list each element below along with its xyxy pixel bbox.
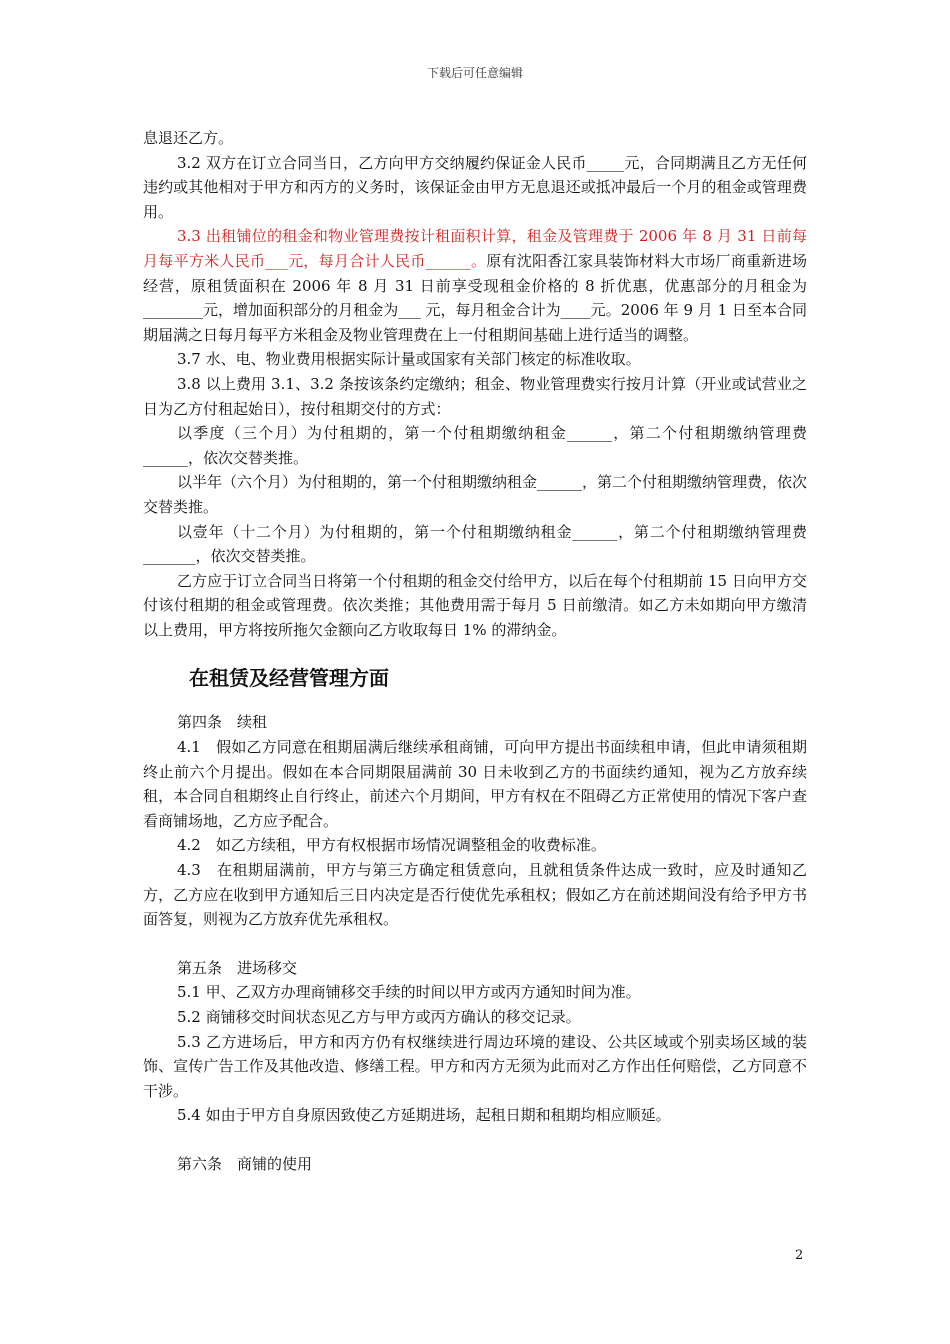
payment-half-year: 以半年（六个月）为付租期的，第一个付租期缴纳租金______，第二个付租期缴纳管理费，依次交替类推。	[143, 473, 808, 516]
section-heading: 在租赁及经营管理方面	[189, 666, 389, 691]
clause-4-3: 4.3 在租期届满前，甲方与第三方确定租赁意向，且就租赁条件达成一致时，应及时通知乙方，乙方应在收到甲方通知后三日内决定是否行使优先承租权；假如乙方在前述期间没有给予甲方书面答复，则视为乙方放弃优先承租权。	[143, 861, 807, 929]
clause-3-2: 3.2 双方在订立合同当日，乙方向甲方交纳履约保证金人民币_____元，合同期满且乙方无任何违约或其他相对于甲方和丙方的义务时，该保证金由甲方无息退还或抵冲最后一个月的租金或管理费用。	[143, 153, 807, 221]
paragraph-continuation: 息退还乙方。	[143, 129, 234, 147]
clause-4-2: 4.2 如乙方续租，甲方有权根据市场情况调整租金的收费标准。	[177, 836, 606, 855]
page-header: 下载后可任意编辑	[426, 66, 523, 80]
clause-3-8: 3.8 以上费用 3.1、3.2 条按该条约定缴纳；租金、物业管理费实行按月计算（开业或试营业之日为乙方付租起始日），按付租期交付的方式：	[143, 374, 807, 418]
clause-5-4: 5.4 如由于甲方自身原因致使乙方延期进场，起租日期和租期均相应顺延。	[177, 1106, 671, 1125]
article-4-title: 第四条 续租	[177, 713, 268, 732]
payment-yearly: 以壹年（十二个月）为付租期的，第一个付租期缴纳租金______，第二个付租期缴纳管理费_______，依次交替类推。	[143, 522, 807, 566]
clause-5-1: 5.1 甲、乙双方办理商铺移交手续的时间以甲方或丙方通知时间为准。	[177, 983, 641, 1002]
article-6-title: 第六条 商铺的使用	[177, 1154, 313, 1173]
payment-terms: 乙方应于订立合同当日将第一个付租期的租金交付给甲方，以后在每个付租期前 15 日向甲方交付该付租期的租金或管理费。依次类推；其他费用需于每月 5 日前缴清。如乙方未如期向甲方缴清以上费用，甲方将按所拖欠金额向乙方收取每日 1% 的滞纳金。	[143, 571, 807, 639]
payment-quarterly: 以季度（三个月）为付租期的，第一个付租期缴纳租金______，第二个付租期缴纳管理费______，依次交替类推。	[143, 424, 807, 467]
clause-3-7: 3.7 水、电、物业费用根据实际计量或国家有关部门核定的标准收取。	[177, 350, 641, 369]
clause-5-2: 5.2 商铺移交时间状态见乙方与甲方或丙方确认的移交记录。	[177, 1008, 581, 1026]
clause-3-3-highlight: 3.3 出租铺位的租金和物业管理费按计租面积计算，租金及管理费于 2006 年 8 月 31 日前每月每平方米人民币___元，每月合计人民币______。	[143, 227, 807, 270]
clause-3-3	[143, 224, 807, 347]
clause-5-3: 5.3 乙方进场后，甲方和丙方仍有权继续进行周边环境的建设、公共区域或个别卖场区域的装饰、宣传广告工作及其他改造、修缮工程。甲方和丙方无须为此而对乙方作出任何赔偿，乙方同意不干涉。	[143, 1032, 807, 1100]
article-5-title: 第五条 进场移交	[177, 958, 298, 977]
clause-3-3-rest: 原有沈阳香江家具装饰材料大市场厂商重新进场经营，原租赁面积在 2006 年 8 月 31 日前享受现租金价格的 8 折优惠，优惠部分的月租金为________元，增加面积部分的月租金为___ 元，每月租金合计为____元。2006 年 9 月 1 日至本合同期届满之日每月每平方米租金及物业管理费在上一付租期间基础上进行适当的调整。	[143, 251, 807, 344]
clause-4-1: 4.1 假如乙方同意在租期届满后继续承租商铺，可向甲方提出书面续租申请，但此申请须租期终止前六个月提出。假如在本合同期限届满前 30 日未收到乙方的书面续约通知，视为乙方放弃续租，本合同自租期终止自行终止，前述六个月期间，甲方有权在不阻碍乙方正常使用的情况下客户查看商铺场地，乙方应予配合。	[143, 738, 807, 830]
document-body	[143, 126, 807, 1177]
page-number: 2	[795, 1248, 804, 1263]
